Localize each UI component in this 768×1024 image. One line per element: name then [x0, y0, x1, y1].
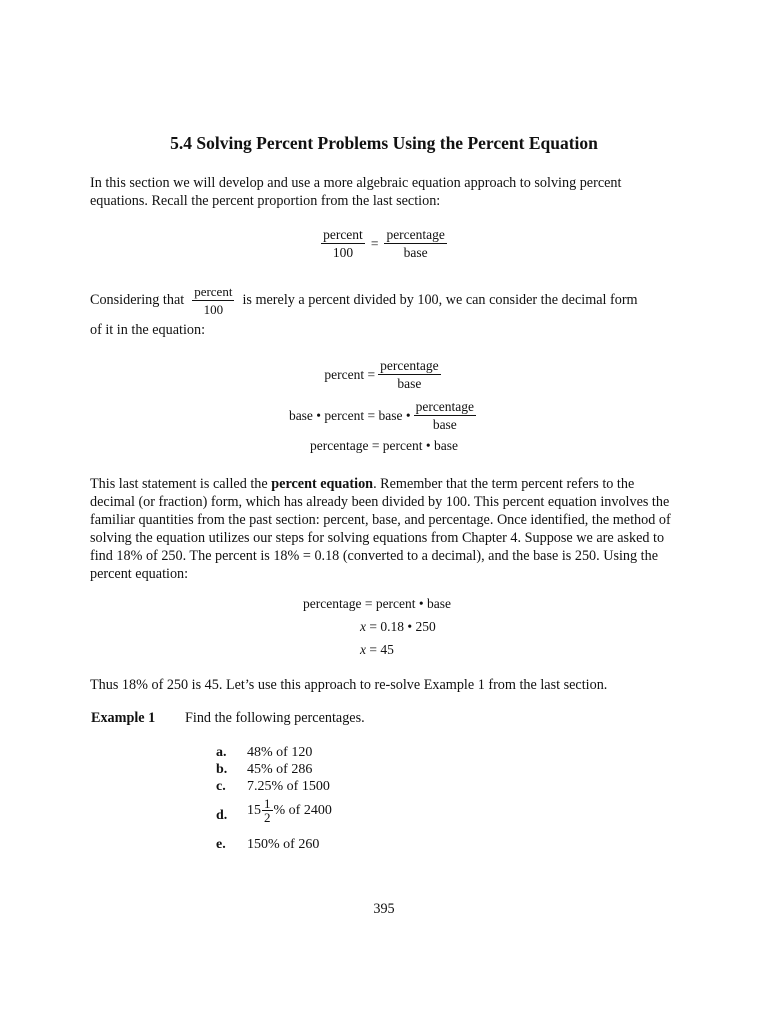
fraction-numerator: percentage: [386, 227, 445, 242]
fraction-numerator: percentage: [415, 399, 475, 414]
fraction-denominator: 100: [203, 302, 224, 317]
example-label: Example 1: [91, 710, 156, 726]
fraction-numerator: percentage: [380, 358, 439, 373]
item-text-e: 150% of 260: [247, 837, 320, 852]
solve-expression: = 0.18 • 250: [366, 619, 436, 634]
item-letter-c: c.: [216, 779, 226, 794]
fraction-denominator: 100: [332, 245, 354, 260]
section-title: 5.4 Solving Percent Problems Using the Percent Equation: [170, 133, 598, 153]
paragraph-text: . Remember that the term percent refers to the decimal (or fraction) form, which has already been divided by 100. This percent equation involves the familiar quantities from the past section: percent, base, and percentage. Once identified, the method of solving the equation utilizes our steps for solving equations from Chapter 4. Suppose we are asked to find 18% of 250. The percent is 18% = 0.18 (converted to a decimal), and the base is 250. Using the percent equation:: [90, 476, 671, 582]
item-letter-d: d.: [216, 808, 228, 823]
item-letter-b: b.: [216, 762, 228, 777]
considering-line-2: of it in the equation:: [90, 322, 206, 338]
proportion-right-fraction: [384, 226, 446, 261]
considering-text-after: is merely a percent divided by 100, we can consider the decimal form: [242, 292, 638, 308]
mixed-number-whole: 15: [247, 802, 261, 818]
solve-line-1: percentage = percent • base: [303, 596, 452, 611]
paragraph-text: This last statement is called the: [90, 476, 268, 492]
item-text-a: 48% of 120: [247, 745, 313, 760]
page-number: 395: [373, 901, 395, 917]
item-remainder-text: % of 2400: [273, 802, 332, 818]
equals-sign: =: [370, 235, 379, 251]
considering-text-before: Considering that: [90, 292, 185, 308]
item-text-d: [247, 797, 332, 824]
fraction-denominator: base: [403, 245, 428, 260]
equation-left-side: base • percent = base •: [288, 407, 411, 423]
fraction-numerator: percent: [323, 227, 363, 242]
fraction-denominator: base: [432, 417, 457, 432]
example-instruction: Find the following percentages.: [185, 710, 365, 726]
fraction-numerator: 1: [264, 796, 271, 811]
equation-left-side: percent =: [324, 366, 376, 382]
variable-x: x: [360, 619, 366, 634]
inline-fraction: [192, 283, 234, 318]
fraction-denominator: base: [397, 376, 422, 391]
equation-fraction: [414, 398, 476, 433]
fraction-numerator: percent: [194, 284, 233, 299]
solve-line-2: [360, 619, 436, 635]
solve-line-3: [360, 642, 394, 658]
equation-3: percentage = percent • base: [309, 438, 458, 453]
item-letter-e: e.: [216, 837, 226, 852]
mixed-number-fraction: [262, 797, 273, 824]
intro-paragraph: In this section we will develop and use a more algebraic equation approach to solving percent equations. Recall the percent proportion from the last section:: [90, 175, 622, 209]
percent-proportion: [0, 226, 768, 261]
equation-fraction: [378, 357, 440, 392]
item-text-c: 7.25% of 1500: [247, 779, 330, 794]
considering-line: [90, 283, 638, 318]
fraction-denominator: 2: [264, 810, 271, 825]
proportion-left-fraction: [321, 226, 365, 261]
equation-2: [0, 398, 768, 433]
equation-1: [0, 357, 768, 392]
solve-expression: = 45: [366, 642, 394, 657]
item-text-b: 45% of 286: [247, 762, 313, 777]
thus-paragraph: Thus 18% of 250 is 45. Let’s use this approach to re-solve Example 1 from the last section.: [90, 677, 608, 693]
variable-x: x: [360, 642, 366, 657]
item-letter-a: a.: [216, 745, 227, 760]
percent-equation-term: percent equation: [271, 476, 374, 492]
percent-equation-paragraph: [90, 475, 680, 583]
